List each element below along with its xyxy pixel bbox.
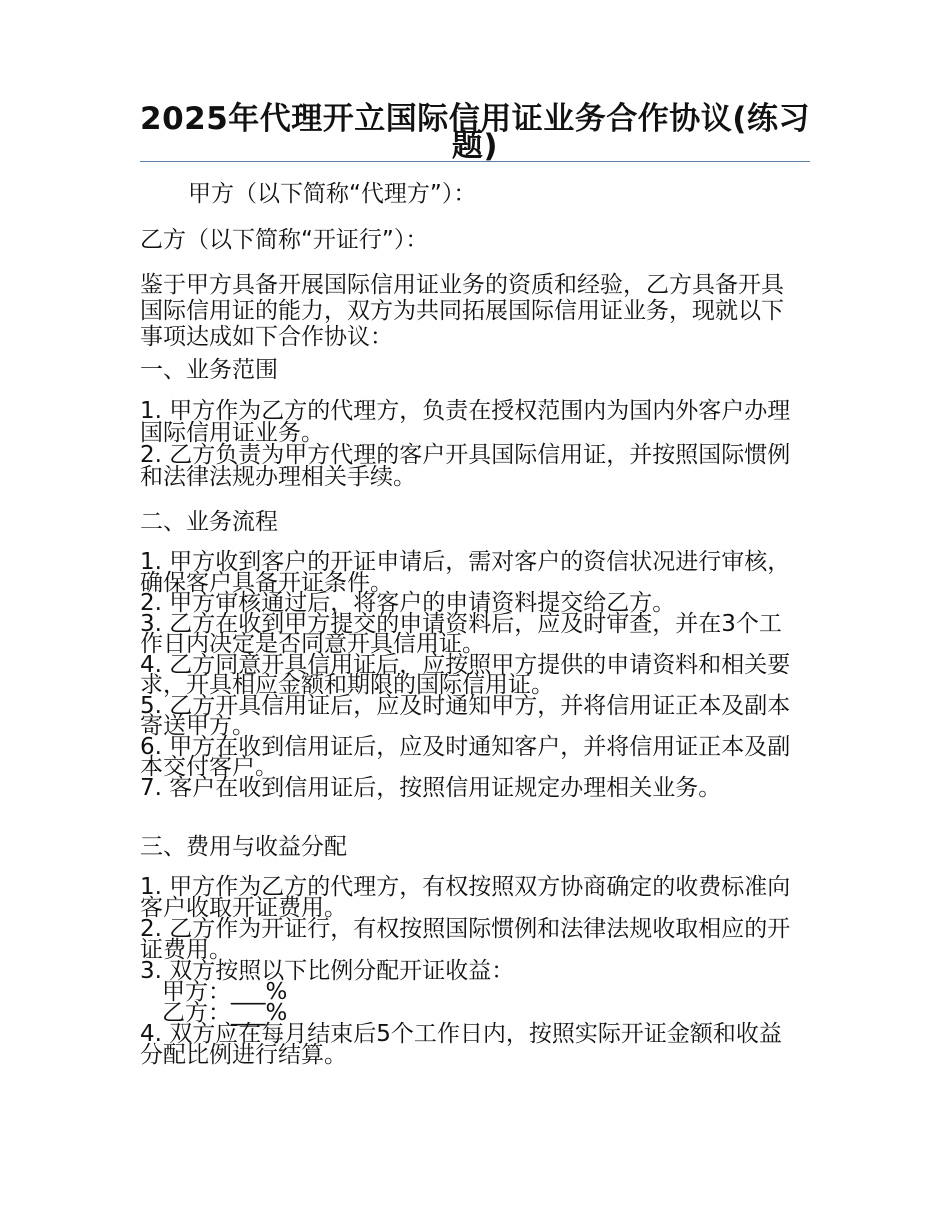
list-item: 4. 乙方同意开具信用证后，应按照甲方提供的申请资料和相关要求，开具相应金额和期限的国际信用证。 (140, 651, 791, 698)
section-body (140, 400, 800, 488)
list-item: 2. 乙方作为开证行，有权按照国际惯例和法律法规收取相应的开证费用。 (140, 916, 791, 963)
list-item: 4. 双方应在每月结束后5个工作日内，按照实际开证金额和收益分配比例进行结算。 (140, 1021, 782, 1068)
list-item: 6. 甲方在收到信用证后，应及时通知客户，并将信用证正本及副本交付客户。 (140, 733, 791, 780)
list-item: 5. 乙方开具信用证后，应及时通知甲方，并将信用证正本及副本寄送甲方。 (140, 692, 791, 739)
list-item: 3. 双方按照以下比例分配开证收益： (140, 958, 515, 984)
title-underline (140, 161, 810, 162)
ratio-line-party-b: 乙方：___% (162, 1000, 288, 1026)
list-item: 3. 乙方在收到甲方提交的申请资料后，应及时审查，并在3个工作日内决定是否同意开具信用证。 (140, 610, 782, 657)
preamble-paragraph: 鉴于甲方具备开展国际信用证业务的资质和经验，乙方具备开具国际信用证的能力，双方为共同拓展国际信用证业务，现就以下事项达成如下合作协议： (140, 272, 784, 350)
list-item: 1. 甲方收到客户的开证申请后，需对客户的资信状况进行审核，确保客户具备开证条件。 (140, 549, 791, 596)
list-item: 2. 甲方审核通过后，将客户的申请资料提交给乙方。 (140, 590, 676, 616)
document-title: 2025年代理开立国际信用证业务合作协议(练习题) (140, 101, 810, 164)
list-item: 1. 甲方作为乙方的代理方，有权按照双方协商确定的收费标准向客户收取开证费用。 (140, 874, 791, 921)
section-body (140, 874, 800, 1068)
section-body (140, 549, 800, 801)
section-heading: 一、业务范围 (140, 357, 278, 383)
list-item: 1. 甲方作为乙方的代理方，负责在授权范围内为国内外客户办理国际信用证业务。 (140, 398, 791, 446)
section-heading: 二、业务流程 (140, 509, 278, 535)
party-b-line: 乙方（以下简称“开证行”）： (140, 227, 429, 253)
party-a-line: 甲方（以下简称“代理方”）： (188, 181, 477, 207)
section-heading: 三、费用与收益分配 (140, 834, 347, 860)
ratio-line-party-a: 甲方：___% (162, 979, 288, 1005)
list-item: 7. 客户在收到信用证后，按照信用证规定办理相关业务。 (140, 774, 722, 801)
list-item: 2. 乙方负责为甲方代理的客户开具国际信用证，并按照国际惯例和法律法规办理相关手续。 (140, 442, 791, 490)
